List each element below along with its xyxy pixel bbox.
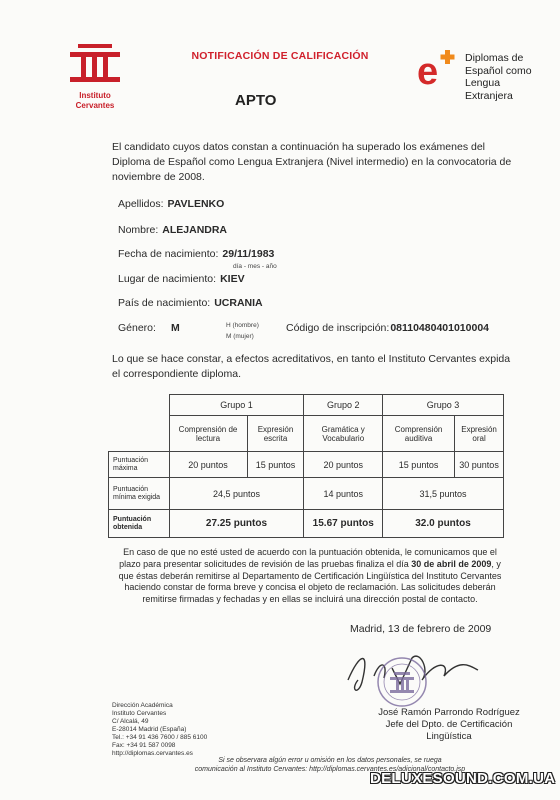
table-cell: 15.67 puntos	[304, 510, 383, 538]
ic-name-line2: Cervantes	[75, 101, 115, 110]
field-pais	[118, 297, 263, 309]
group-3-header: Grupo 3	[383, 395, 504, 416]
result-label: APTO	[235, 92, 277, 109]
address-line: Tel.: +34 91 436 7600 / 885 6100	[112, 734, 208, 741]
table-cell: 14 puntos	[304, 478, 383, 510]
table-cell: 20 puntos	[169, 452, 247, 478]
subheader-cell: Gramática y Vocabulario	[304, 416, 383, 452]
apellidos-label: Apellidos:	[118, 198, 164, 210]
group-1-header: Grupo 1	[169, 395, 304, 416]
address-block	[112, 702, 207, 758]
table-row	[109, 416, 504, 452]
table-cell: 30 puntos	[455, 452, 504, 478]
review-note	[112, 547, 508, 606]
dele-line-3: Lengua	[465, 77, 501, 89]
ic-name-line1: Instituto	[79, 91, 111, 100]
field-apellidos	[118, 198, 224, 210]
certification-paragraph: Lo que se hace constar, a efectos acreditativos, en tanto el Instituto Cervantes expida el correspondiente diploma.	[112, 353, 511, 380]
cervantes-emblem-icon	[60, 42, 130, 86]
lugar-value: KIEV	[220, 273, 245, 285]
signer-title: Jefe del Dpto. de Certificación Lingüística	[385, 719, 513, 742]
watermark: DELUXESOUND.COM.UA	[370, 770, 556, 787]
row-label: Puntuación mínima exigida	[109, 478, 170, 510]
codigo-label: Código de inscripción:	[286, 322, 390, 334]
empty-corner	[109, 395, 170, 416]
pais-label: País de nacimiento:	[118, 297, 211, 309]
document-title: NOTIFICACIÓN DE CALIFICACIÓN	[191, 50, 369, 62]
table-cell: 32.0 puntos	[383, 510, 504, 538]
nombre-label: Nombre:	[118, 224, 159, 236]
fecha-value: 29/11/1983	[222, 248, 275, 260]
note-text-pre: En caso de que no esté usted de acuerdo con la puntuación obtenida, le comunicamos que el plazo para presentar solicitudes de revisión de las pruebas finaliza el día	[119, 547, 497, 569]
group-2-header: Grupo 2	[304, 395, 383, 416]
signer-name: José Ramón Parrondo Rodríguez	[378, 707, 520, 718]
fecha-label: Fecha de nacimiento:	[118, 248, 219, 260]
intro-paragraph: El candidato cuyos datos constan a continuación ha superado los exámenes del Diploma de Español como Lengua Extranjera (Nivel intermedio) en la convocatoria de noviembre de 2008.	[112, 141, 512, 183]
table-row	[109, 452, 504, 478]
field-fecha	[118, 248, 274, 260]
svg-text:e: e	[417, 51, 439, 93]
address-line: C/ Alcalá, 49	[112, 718, 149, 725]
address-line: http://diplomas.cervantes.es	[112, 750, 193, 757]
address-line: E-28014 Madrid (España)	[112, 726, 187, 733]
apellidos-value: PAVLENKO	[167, 198, 225, 210]
dele-line-2: Español como	[465, 64, 532, 77]
address-line: Fax: +34 91 587 0098	[112, 742, 176, 749]
genero-value: M	[171, 322, 180, 334]
table-row	[109, 395, 504, 416]
pais-value: UCRANIA	[214, 297, 263, 309]
table-cell: 15 puntos	[247, 452, 304, 478]
subheader-cell: Expresión escrita	[247, 416, 304, 452]
grades-table	[108, 394, 504, 538]
dele-emblem-icon	[415, 48, 463, 94]
subheader-cell: Comprensión auditiva	[383, 416, 455, 452]
signature-graphic	[340, 640, 490, 710]
fecha-hint: día - mes - año	[233, 263, 277, 270]
field-lugar	[118, 273, 245, 285]
dele-line-4: Extranjera	[465, 89, 513, 102]
signer-block	[364, 707, 534, 743]
empty-corner	[109, 416, 170, 452]
row-label: Puntuación máxima	[109, 452, 170, 478]
table-row	[109, 478, 504, 510]
field-nombre	[118, 224, 227, 236]
table-cell: 15 puntos	[383, 452, 455, 478]
subheader-cell: Comprensión de lectura	[169, 416, 247, 452]
address-line: Dirección Académica	[112, 702, 173, 709]
note-text-post: , y que éstas deberán remitirse al Departamento de Certificación Lingüística del Instituto Cervantes haciendo constar de forma breve y concisa el objeto de reclamación. Las solicitudes deberán remitirse firmadas y fechadas y en ellas se incluirá una dirección postal de contacto.	[118, 558, 502, 605]
codigo-value: 08110480401010004	[390, 322, 490, 334]
dele-logo	[415, 44, 545, 114]
table-cell: 27.25 puntos	[169, 510, 304, 538]
subheader-cell: Expresión oral	[455, 416, 504, 452]
table-cell: 20 puntos	[304, 452, 383, 478]
place-date: Madrid, 13 de febrero de 2009	[350, 623, 492, 635]
row-label: Puntuación obtenida	[109, 510, 170, 538]
table-row	[109, 510, 504, 538]
note-deadline: 30 de abril de 2009	[411, 558, 492, 569]
field-codigo	[286, 322, 489, 334]
table-cell: 24,5 puntos	[169, 478, 304, 510]
genero-h-option: H (hombre)	[226, 322, 259, 329]
footer-line-2: comunicación al Instituto Cervantes: http://diplomas.cervantes.es/adicional/contacto.jsp	[194, 766, 466, 773]
dele-line-1: Diplomas de	[465, 52, 524, 64]
footer-line-1: Si se observara algún error u omisión en los datos personales, se ruega	[218, 757, 442, 764]
lugar-label: Lugar de nacimiento:	[118, 273, 217, 285]
instituto-cervantes-logo	[60, 42, 130, 110]
table-cell: 31,5 puntos	[383, 478, 504, 510]
genero-label: Género:	[118, 322, 156, 334]
address-line: Instituto Cervantes	[112, 710, 167, 717]
genero-m-option: M (mujer)	[226, 333, 254, 340]
nombre-value: ALEJANDRA	[162, 224, 228, 236]
